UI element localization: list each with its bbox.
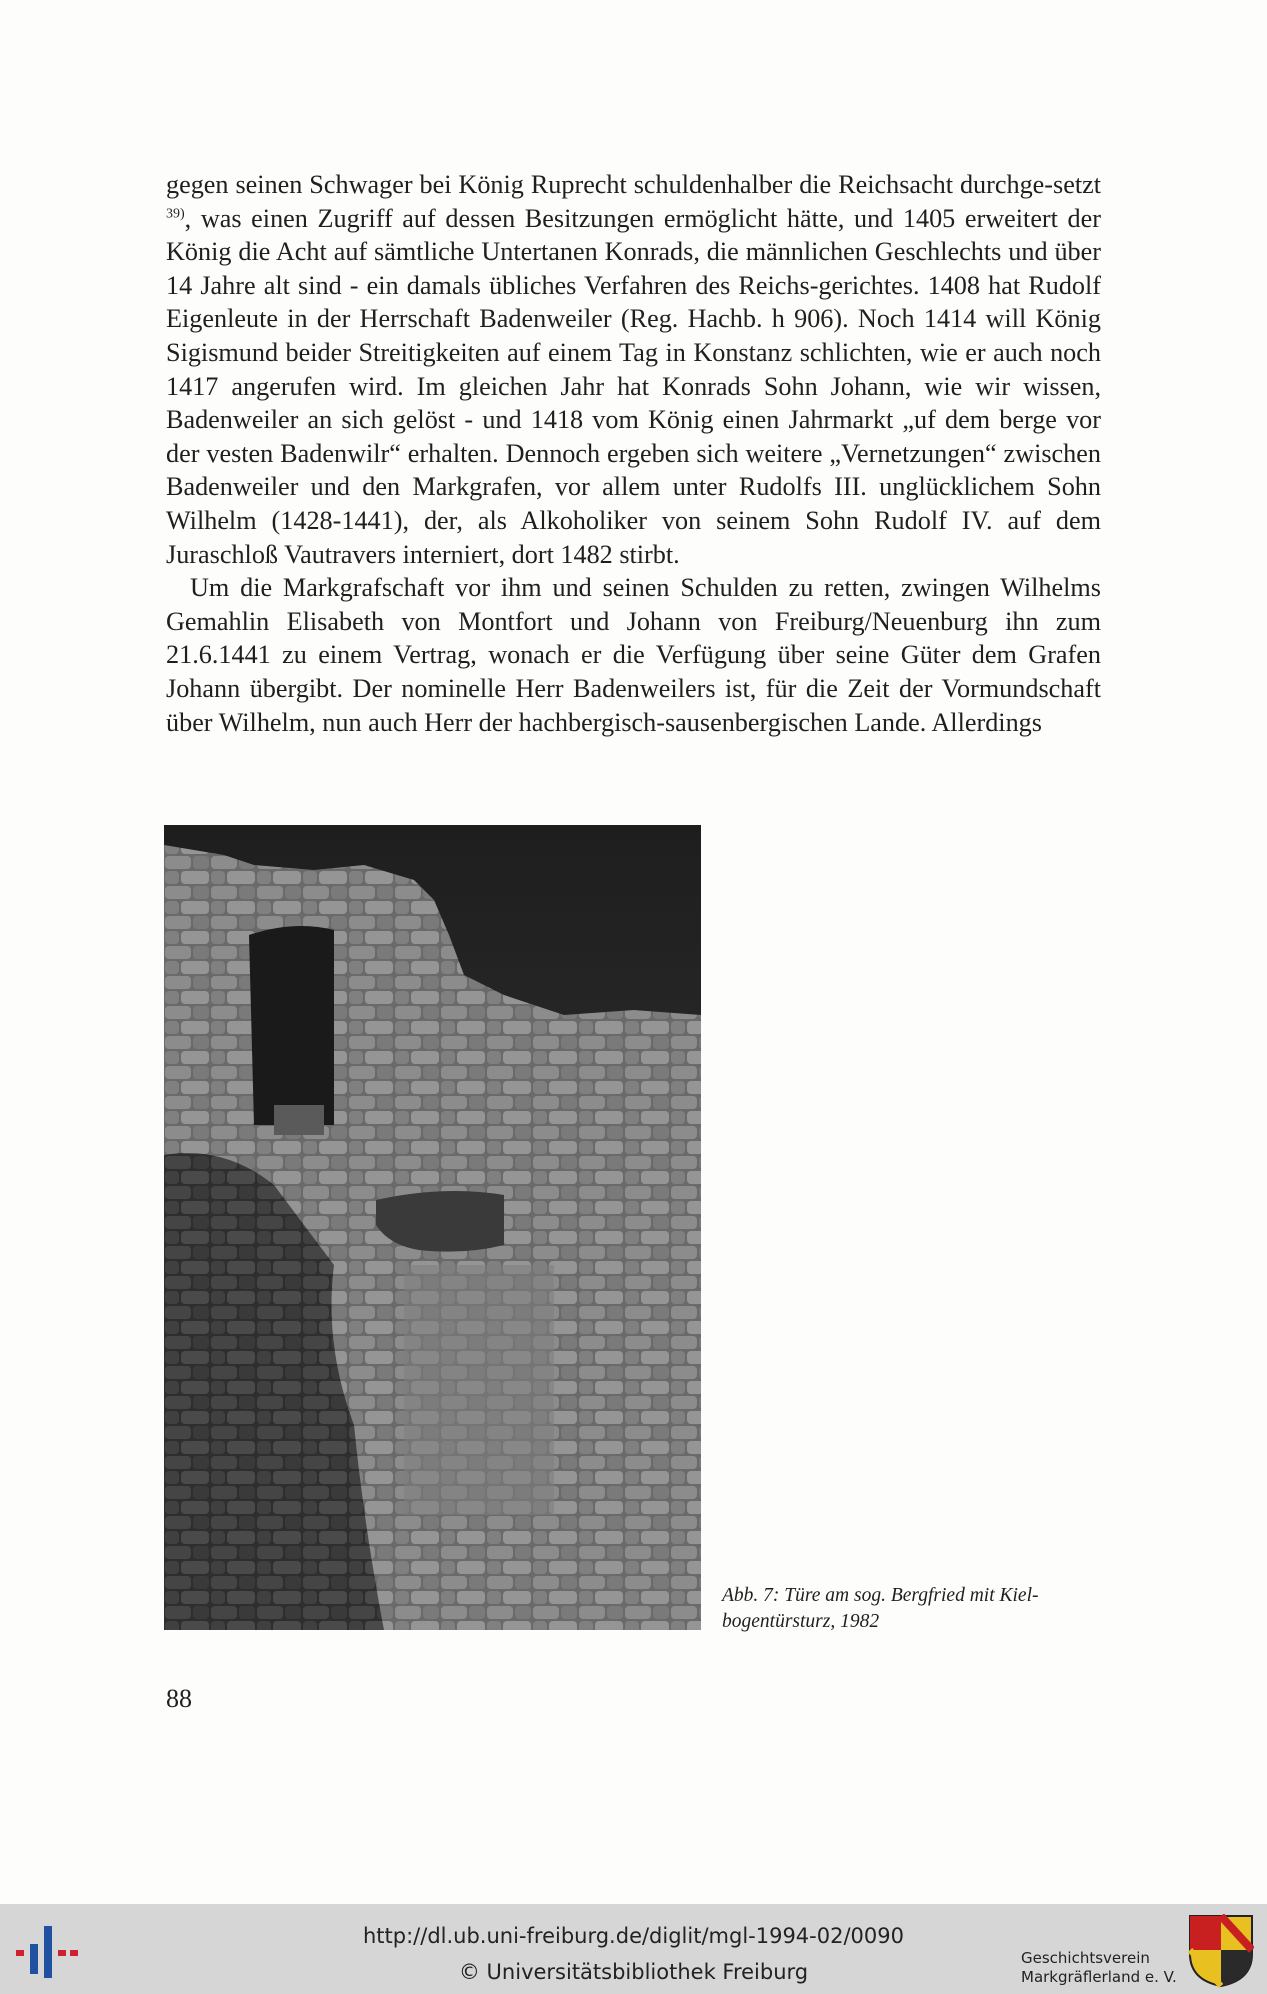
paragraph-2: Um die Markgrafschaft vor ihm und seinen Schulden zu retten, zwingen Wilhelms Gemahlin Elisabeth von Montfort und Johann von Freiburg/Neuenburg ihn zum 21.6.1441 zu einem Vertrag, wonach er die Verfügung über seine Güter dem Grafen Johann übergibt. Der nominelle Herr Badenweilers ist, für die Zeit der Vormundschaft über Wilhelm, nun auch Herr der hachbergisch-sausenbergischen Lande. Allerdings: [166, 573, 1101, 737]
footnote-ref: 39): [166, 205, 185, 221]
copyright-notice: © Universitätsbibliothek Freiburg: [458, 1960, 809, 1984]
body-text: [166, 168, 1101, 739]
footer-bar: [0, 1904, 1267, 1994]
document-url[interactable]: http://dl.ub.uni-freiburg.de/diglit/mgl-1994-02/0090: [362, 1924, 904, 1948]
paragraph-1: gegen seinen Schwager bei König Ruprecht schuldenhalber die Reichsacht durchge-setzt $^{39)}$, was einen Zugriff auf dessen Besitzungen ermöglicht hätte, und 1405 erweitert der König die Acht auf sämtliche Untertanen Konrads, die männlichen Geschlechts und über 14 Jahre alt sind - ein damals übliches Verfahren des Reichs-gerichtes. 1408 hat Rudolf Eigenleute in der Herrschaft Badenweiler (Reg. Hachb. h 906). Noch 1414 will König Sigismund beider Streitigkeiten auf einem Tag in Konstanz schlichten, wie er auch noch 1417 angerufen wird. Im gleichen Jahr hat Konrads Sohn Johann, wie wir wissen, Badenweiler an sich gelöst - und 1418 vom König einen Jahrmarkt „uf dem berge vor der vesten Badenwilr“ erhalten. Dennoch ergeben sich weitere „Vernetzungen“ zwischen Badenweiler und den Markgrafen, vor allem unter Rudolfs III. unglücklichem Sohn Wilhelm (1428-1441), der, als Alkoholiker von seinem Sohn Rudolf IV. auf dem Juraschloß Vautravers interniert, dort 1482 stirbt.: [166, 170, 1101, 569]
figure-photo: [164, 825, 701, 1630]
society-name: Geschichtsverein Markgräflerland e. V.: [1021, 1949, 1177, 1986]
figure-caption: Abb. 7: Türe am sog. Bergfried mit Kiel-bogentürsturz, 1982: [722, 1585, 1039, 1632]
coat-of-arms-icon: [1188, 1914, 1254, 1988]
page-number: 88: [166, 1684, 192, 1713]
castle-wall-photo-icon: [164, 825, 701, 1630]
